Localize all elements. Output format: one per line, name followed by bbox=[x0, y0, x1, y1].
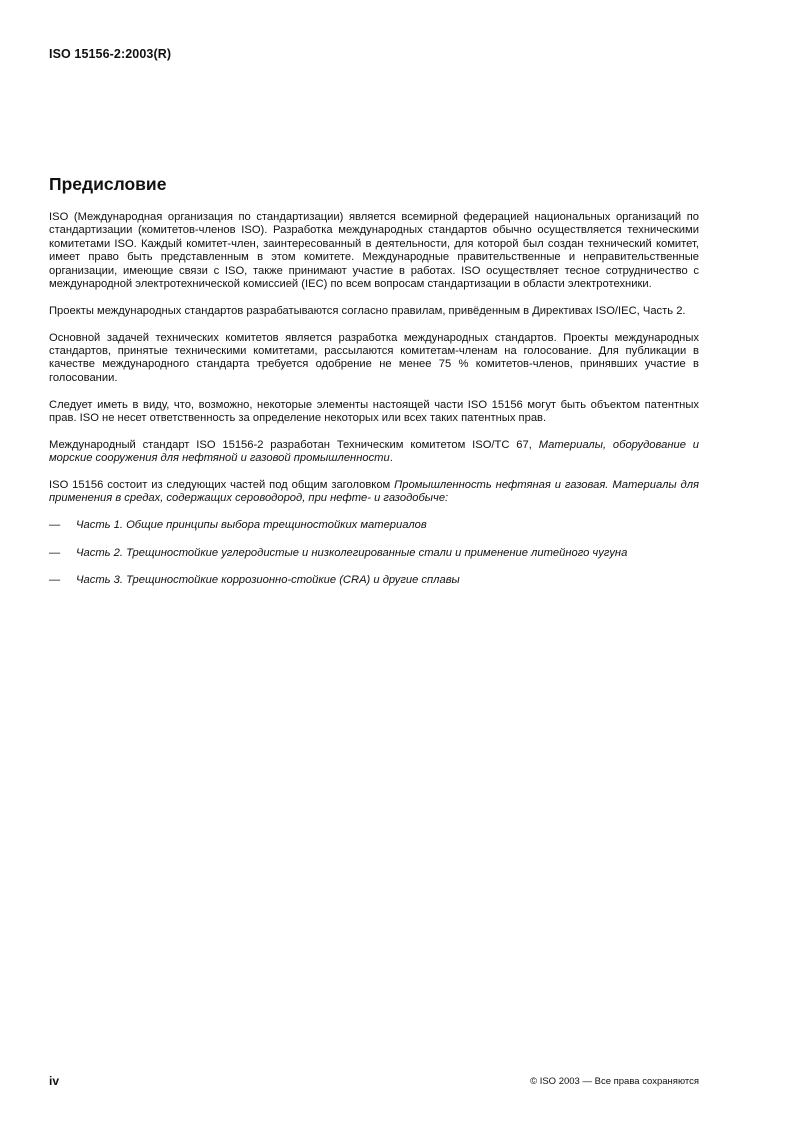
copyright-notice: © ISO 2003 — Все права сохраняются bbox=[530, 1076, 699, 1087]
parts-list bbox=[49, 519, 699, 587]
foreword-content bbox=[49, 211, 699, 601]
document-code: ISO 15156-2:2003(R) bbox=[49, 47, 172, 61]
list-item bbox=[49, 547, 699, 560]
list-item bbox=[49, 574, 699, 587]
part-3-title: Часть 3. Трещиностойкие коррозионно-стойкие (CRA) и другие сплавы bbox=[76, 574, 460, 587]
paragraph-parts-intro bbox=[49, 479, 699, 506]
list-item bbox=[49, 519, 699, 532]
prepared-by-text: Международный стандарт ISO 15156-2 разработан Техническим комитетом ISO/TC 67, bbox=[49, 438, 539, 451]
parts-intro-text: ISO 15156 состоит из следующих частей под общим заголовком bbox=[49, 479, 395, 492]
prepared-by-end: . bbox=[389, 452, 393, 465]
section-title: Предисловие bbox=[49, 174, 167, 194]
paragraph-patent-rights: Следует иметь в виду, что, возможно, некоторые элементы настоящей части ISO 15156 могут быть объектом патентных прав. ISO не несет ответственность за определение некоторых или всех таких патентных прав. bbox=[49, 398, 699, 425]
paragraph-committee-task: Основной задачей технических комитетов является разработка международных стандартов. Проекты международных стандартов, принятые техническими комитетами, рассылаются комитетам-членам на голосование. Для публикации в качестве международного стандарта требуется одобрение не менее 75 % комитетов-членов, принявших участие в голосовании. bbox=[49, 331, 699, 384]
list-dash: — bbox=[49, 574, 61, 587]
page-number: iv bbox=[49, 1074, 60, 1088]
general-title: Промышленность нефтяная и газовая. Материалы для применения в средах, содержащих сероводород, при нефте- и газодобыче: bbox=[49, 479, 700, 505]
part-2-title: Часть 2. Трещиностойкие углеродистые и низколегированные стали и применение литейного чугуна bbox=[76, 546, 628, 559]
paragraph-prepared-by bbox=[49, 439, 699, 466]
part-1-title: Часть 1. Общие принципы выбора трещиностойких материалов bbox=[76, 519, 427, 532]
paragraph-drafting-rules: Проекты международных стандартов разрабатываются согласно правилам, привёденным в Директивах ISO/IEC, Часть 2. bbox=[49, 304, 686, 317]
paragraph-iso-overview: ISO (Международная организация по стандартизации) является всемирной федерацией национальных организаций по стандартизации (комитетов-членов ISO). Разработка международных стандартов обычно осуществляется техническими комитетами ISO. Каждый комитет-член, заинтересованный в деятельности, для которой был создан технический комитет, имеет право быть представленным в этом комитете. Международные правительственные и неправительственные организации, имеющие связи с ISO, также принимают участие в работах. ISO осуществляет тесное сотрудничество с международной электротехнической комиссией (IEC) по всем вопросам стандартизации в области электротехники. bbox=[49, 211, 699, 291]
list-dash: — bbox=[49, 546, 61, 559]
list-dash: — bbox=[49, 519, 61, 532]
committee-title: Материалы, оборудование и морские сооружения для нефтяной и газовой промышленности bbox=[49, 438, 700, 465]
